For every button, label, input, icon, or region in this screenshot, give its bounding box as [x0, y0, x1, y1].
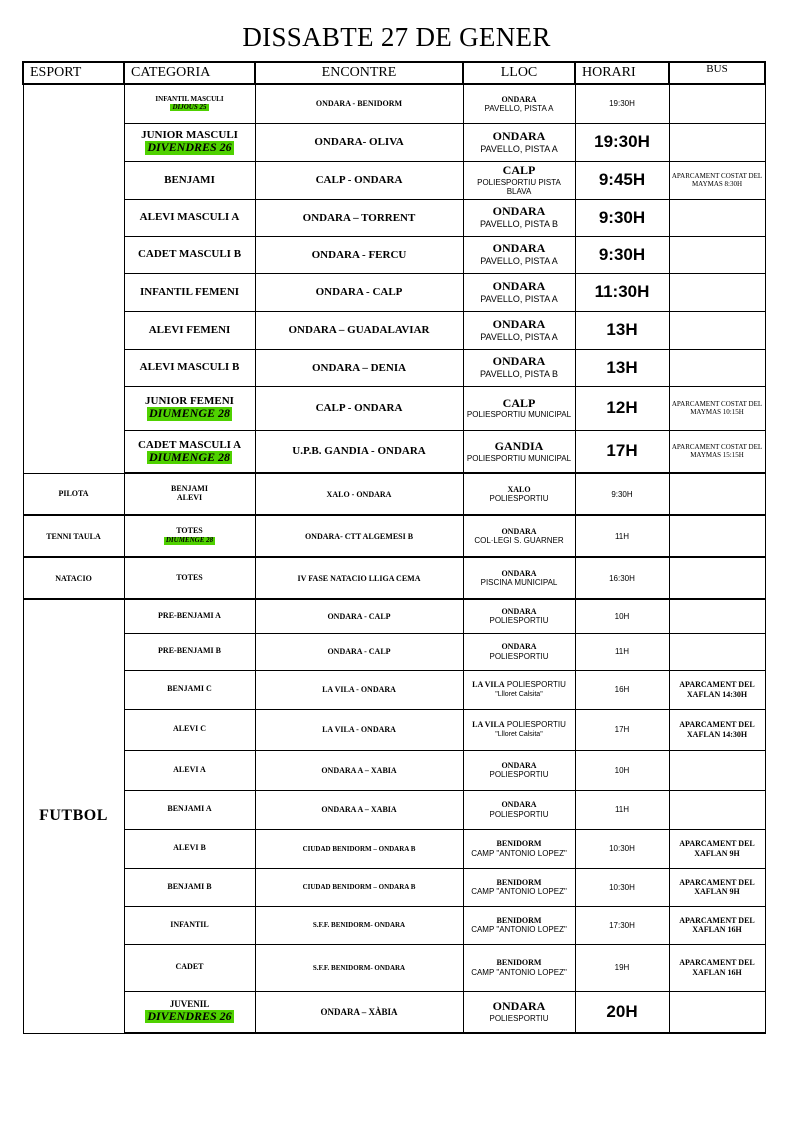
category-cell: BENJAMI [124, 161, 255, 199]
venue-cell: ONDARA POLIESPORTIU [463, 790, 575, 829]
table-row [23, 349, 765, 386]
match-cell: ONDARA A – XABIA [255, 750, 463, 790]
venue-cell: BENIDORM CAMP "ANTONIO LOPEZ" [463, 868, 575, 906]
match-cell: CIUDAD BENIDORM – ONDARA B [255, 829, 463, 868]
category-cell: BENJAMI ALEVI [124, 473, 255, 515]
match-cell: CALP - ONDARA [255, 386, 463, 430]
category-cell: PRE-BENJAMI B [124, 633, 255, 670]
header-horari: HORARI [575, 62, 669, 84]
category-cell: INFANTIL MASCULI DIJOUS 25 [124, 84, 255, 123]
day-note: DIUMENGE 28 [165, 536, 214, 544]
venue-cell: ONDARA POLIESPORTIU [463, 991, 575, 1033]
bus-cell [669, 199, 765, 236]
table-row [23, 670, 765, 709]
time-cell: 13H [575, 311, 669, 349]
header-categoria: CATEGORIA [124, 62, 255, 84]
sport-cell-basket [23, 84, 124, 473]
match-cell: CALP - ONDARA [255, 161, 463, 199]
sport-cell-pilota: PILOTA [23, 473, 124, 515]
venue-cell: ONDARA PAVELLO, PISTA A [463, 273, 575, 311]
time-cell: 17H [575, 430, 669, 473]
venue-cell: ONDARA PISCINA MUNICIPAL [463, 557, 575, 599]
table-row [23, 557, 765, 599]
match-cell: ONDARA - FERCU [255, 236, 463, 273]
table-row [23, 199, 765, 236]
time-cell: 13H [575, 349, 669, 386]
category-cell: INFANTIL [124, 906, 255, 944]
table-row [23, 84, 765, 123]
match-cell: ONDARA - BENIDORM [255, 84, 463, 123]
table-row [23, 161, 765, 199]
category-cell: JUNIOR MASCULI DIVENDRES 26 [124, 123, 255, 161]
venue-cell: ONDARA PAVELLO, PISTA A [463, 84, 575, 123]
bus-cell: APARCAMENT DEL XAFLAN 14:30H [669, 709, 765, 750]
bus-cell [669, 236, 765, 273]
table-row [23, 273, 765, 311]
venue-cell: ONDARA POLIESPORTIU [463, 599, 575, 633]
header-row [23, 62, 765, 84]
venue-cell: ONDARA PAVELLO, PISTA A [463, 311, 575, 349]
match-cell: LA VILA - ONDARA [255, 709, 463, 750]
time-cell: 10:30H [575, 829, 669, 868]
venue-cell: ONDARA PAVELLO, PISTA A [463, 236, 575, 273]
time-cell: 10H [575, 750, 669, 790]
match-cell: ONDARA - CALP [255, 633, 463, 670]
venue-cell: ONDARA POLIESPORTIU [463, 633, 575, 670]
venue-cell: CALP POLIESPORTIU MUNICIPAL [463, 386, 575, 430]
bus-cell: APARCAMENT COSTAT DEL MAYMAS 10:15H [669, 386, 765, 430]
time-cell: 11:30H [575, 273, 669, 311]
bus-cell: APARCAMENT COSTAT DEL MAYMAS 8:30H [669, 161, 765, 199]
time-cell: 11H [575, 790, 669, 829]
category-cell: ALEVI B [124, 829, 255, 868]
table-row [23, 236, 765, 273]
bus-cell [669, 790, 765, 829]
venue-cell: BENIDORM CAMP "ANTONIO LOPEZ" [463, 944, 575, 991]
match-cell: ONDARA – TORRENT [255, 199, 463, 236]
bus-cell [669, 750, 765, 790]
match-cell: ONDARA – DENIA [255, 349, 463, 386]
category-cell: ALEVI C [124, 709, 255, 750]
time-cell: 9:30H [575, 236, 669, 273]
table-row [23, 944, 765, 991]
header-esport: ESPORT [23, 62, 124, 84]
category-cell: ALEVI MASCULI A [124, 199, 255, 236]
category-cell: ALEVI A [124, 750, 255, 790]
time-cell: 16:30H [575, 557, 669, 599]
time-cell: 9:30H [575, 199, 669, 236]
bus-cell: APARCAMENT DEL XAFLAN 9H [669, 829, 765, 868]
venue-cell: BENIDORM CAMP "ANTONIO LOPEZ" [463, 829, 575, 868]
table-row [23, 123, 765, 161]
table-row [23, 386, 765, 430]
category-cell: CADET MASCULI A DIUMENGE 28 [124, 430, 255, 473]
bus-cell: APARCAMENT DEL XAFLAN 16H [669, 944, 765, 991]
venue-cell: LA VILA POLIESPORTIU "Llloret Calsita" [463, 670, 575, 709]
time-cell: 9:30H [575, 473, 669, 515]
category-cell: JUNIOR FEMENI DIUMENGE 28 [124, 386, 255, 430]
time-cell: 19H [575, 944, 669, 991]
venue-cell: ONDARA PAVELLO, PISTA A [463, 123, 575, 161]
bus-cell: APARCAMENT DEL XAFLAN 9H [669, 868, 765, 906]
category-cell: CADET [124, 944, 255, 991]
match-cell: S.F.F. BENIDORM- ONDARA [255, 944, 463, 991]
bus-cell [669, 273, 765, 311]
category-cell: ALEVI FEMENI [124, 311, 255, 349]
header-lloc: LLOC [463, 62, 575, 84]
table-row [23, 473, 765, 515]
bus-cell [669, 311, 765, 349]
venue-cell: GANDIA POLIESPORTIU MUNICIPAL [463, 430, 575, 473]
bus-cell [669, 349, 765, 386]
table-row [23, 709, 765, 750]
bus-cell [669, 84, 765, 123]
match-cell: ONDARA A – XABIA [255, 790, 463, 829]
bus-cell [669, 557, 765, 599]
category-cell: TOTES DIUMENGE 28 [124, 515, 255, 557]
table-row [23, 906, 765, 944]
time-cell: 19:30H [575, 84, 669, 123]
table-row [23, 430, 765, 473]
bus-cell: APARCAMENT COSTAT DEL MAYMAS 15:15H [669, 430, 765, 473]
category-cell: CADET MASCULI B [124, 236, 255, 273]
bus-cell [669, 633, 765, 670]
table-row [23, 868, 765, 906]
match-cell: IV FASE NATACIO LLIGA CEMA [255, 557, 463, 599]
venue-cell: XALO POLIESPORTIU [463, 473, 575, 515]
sport-cell-futbol: FUTBOL [23, 599, 124, 1033]
bus-cell: APARCAMENT DEL XAFLAN 16H [669, 906, 765, 944]
category-cell: PRE-BENJAMI A [124, 599, 255, 633]
match-cell: U.P.B. GANDIA - ONDARA [255, 430, 463, 473]
venue-cell: BENIDORM CAMP "ANTONIO LOPEZ" [463, 906, 575, 944]
category-cell: JUVENIL DIVENDRES 26 [124, 991, 255, 1033]
bus-cell: APARCAMENT DEL XAFLAN 14:30H [669, 670, 765, 709]
time-cell: 10:30H [575, 868, 669, 906]
venue-cell: ONDARA PAVELLO, PISTA B [463, 199, 575, 236]
day-note: DIJOUS 25 [172, 102, 207, 111]
time-cell: 12H [575, 386, 669, 430]
match-cell: ONDARA - CALP [255, 599, 463, 633]
time-cell: 20H [575, 991, 669, 1033]
venue-cell: LA VILA POLIESPORTIU "Llloret Calsita" [463, 709, 575, 750]
time-cell: 9:45H [575, 161, 669, 199]
venue-cell: ONDARA PAVELLO, PISTA B [463, 349, 575, 386]
table-row [23, 750, 765, 790]
table-row [23, 790, 765, 829]
sport-cell-tenni-taula: TENNI TAULA [23, 515, 124, 557]
category-cell: BENJAMI C [124, 670, 255, 709]
bus-cell [669, 123, 765, 161]
time-cell: 19:30H [575, 123, 669, 161]
table-row [23, 633, 765, 670]
schedule-table [22, 61, 766, 1034]
bus-cell [669, 473, 765, 515]
day-note: DIUMENGE 28 [148, 449, 230, 464]
match-cell: ONDARA – XÀBIA [255, 991, 463, 1033]
venue-cell: ONDARA COL·LEGI S. GUARNER [463, 515, 575, 557]
bus-cell [669, 515, 765, 557]
table-row [23, 991, 765, 1033]
table-row [23, 311, 765, 349]
time-cell: 11H [575, 633, 669, 670]
table-row [23, 515, 765, 557]
match-cell: XALO - ONDARA [255, 473, 463, 515]
category-cell: INFANTIL FEMENI [124, 273, 255, 311]
category-cell: TOTES [124, 557, 255, 599]
match-cell: ONDARA- OLIVA [255, 123, 463, 161]
page-title: DISSABTE 27 DE GENER [242, 22, 551, 52]
day-note: DIVENDRES 26 [147, 1009, 232, 1024]
category-cell: ALEVI MASCULI B [124, 349, 255, 386]
category-cell: BENJAMI A [124, 790, 255, 829]
category-cell: BENJAMI B [124, 868, 255, 906]
venue-cell: CALP POLIESPORTIU PISTA BLAVA [463, 161, 575, 199]
table-row [23, 599, 765, 633]
match-cell: ONDARA- CTT ALGEMESI B [255, 515, 463, 557]
day-note: DIVENDRES 26 [147, 140, 232, 155]
sport-cell-natacio: NATACIO [23, 557, 124, 599]
match-cell: ONDARA – GUADALAVIAR [255, 311, 463, 349]
day-note: DIUMENGE 28 [148, 406, 230, 421]
time-cell: 17H [575, 709, 669, 750]
match-cell: CIUDAD BENIDORM – ONDARA B [255, 868, 463, 906]
bus-cell [669, 599, 765, 633]
header-encontre: ENCONTRE [255, 62, 463, 84]
time-cell: 11H [575, 515, 669, 557]
venue-cell: ONDARA POLIESPORTIU [463, 750, 575, 790]
time-cell: 16H [575, 670, 669, 709]
time-cell: 17:30H [575, 906, 669, 944]
match-cell: LA VILA - ONDARA [255, 670, 463, 709]
match-cell: S.F.F. BENIDORM- ONDARA [255, 906, 463, 944]
bus-cell [669, 991, 765, 1033]
match-cell: ONDARA - CALP [255, 273, 463, 311]
time-cell: 10H [575, 599, 669, 633]
header-bus: BUS [669, 62, 765, 84]
table-row [23, 829, 765, 868]
